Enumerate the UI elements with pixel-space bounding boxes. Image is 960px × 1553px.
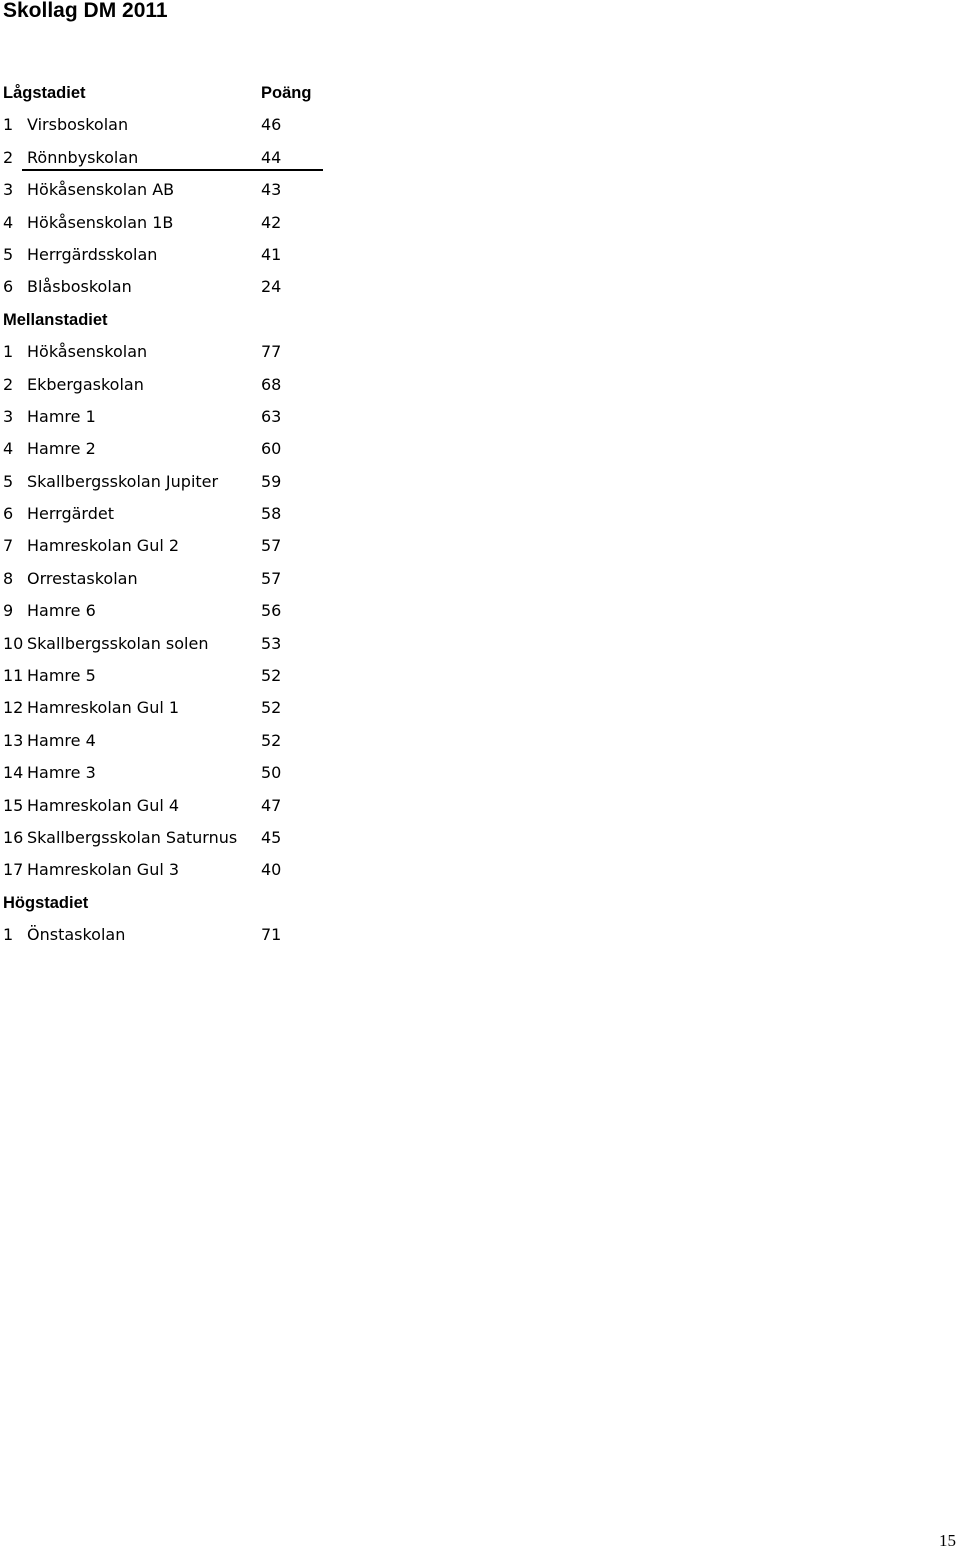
lagstadiet-rows [0,111,330,305]
school-name-cell: Önstaskolan [27,925,126,945]
table-row [0,565,330,597]
school-name-cell: Herrgärdet [27,504,114,524]
table-row [0,532,330,564]
school-name-cell: Virsboskolan [27,115,129,135]
rank-cell: 12 [3,698,24,718]
points-cell: 44 [261,147,282,167]
rank-cell: 13 [3,730,24,750]
rank-cell: 15 [3,795,24,815]
table-row [0,824,330,856]
rank-cell: 4 [3,439,14,459]
points-cell: 77 [261,342,282,362]
results-table [0,79,330,954]
school-name-cell: Hökåsenskolan 1B [27,212,174,232]
school-name-cell: Skallbergsskolan solen [27,633,209,653]
points-cell: 68 [261,374,282,394]
rank-cell: 1 [3,925,14,945]
school-name-cell: Hamre 5 [27,666,96,686]
table-row [0,662,330,694]
rank-cell: 3 [3,180,14,200]
table-row [0,727,330,759]
points-cell: 41 [261,244,282,264]
rank-cell: 2 [3,374,14,394]
section-header-mellanstadiet [0,306,330,338]
school-name-cell: Herrgärdsskolan [27,244,158,264]
table-row [0,597,330,629]
rank-cell: 1 [3,342,14,362]
points-cell: 46 [261,115,282,135]
table-row [0,241,330,273]
points-cell: 43 [261,180,282,200]
school-name-cell: Skallbergsskolan Saturnus [27,827,238,847]
rank-cell: 10 [3,633,24,653]
table-row [0,144,330,176]
table-row [0,921,330,953]
points-column-header: Poäng [261,84,312,102]
school-name-cell: Hamreskolan Gul 3 [27,860,180,880]
rank-cell: 14 [3,763,24,783]
table-row [0,111,330,143]
table-row [0,759,330,791]
points-cell: 42 [261,212,282,232]
school-name-cell: Ekbergaskolan [27,374,144,394]
rank-cell: 5 [3,244,14,264]
school-name-cell: Hamreskolan Gul 4 [27,795,180,815]
points-cell: 59 [261,471,282,491]
points-cell: 52 [261,666,282,686]
points-cell: 71 [261,925,282,945]
rank-cell: 4 [3,212,14,232]
points-cell: 52 [261,730,282,750]
school-name-cell: Hamre 6 [27,601,96,621]
section-header-hogstadiet [0,889,330,921]
rank-cell: 6 [3,504,14,524]
points-cell: 40 [261,860,282,880]
table-row [0,338,330,370]
points-cell: 57 [261,568,282,588]
rank-cell: 17 [3,860,24,880]
mellanstadiet-rows [0,338,330,889]
page-number: 15 [939,1531,956,1550]
table-row [0,209,330,241]
rank-cell: 9 [3,601,14,621]
school-name-cell: Hamre 3 [27,763,96,783]
points-cell: 53 [261,633,282,653]
section-header-lagstadiet [0,79,330,111]
points-cell: 47 [261,795,282,815]
rank-cell: 3 [3,406,14,426]
points-cell: 45 [261,827,282,847]
table-row [0,273,330,305]
points-cell: 24 [261,277,282,297]
points-cell: 63 [261,406,282,426]
school-name-cell: Hamreskolan Gul 1 [27,698,180,718]
points-cell: 58 [261,504,282,524]
table-row [0,371,330,403]
table-row [0,435,330,467]
table-row [0,500,330,532]
rank-cell: 5 [3,471,14,491]
rank-cell: 16 [3,827,24,847]
section-title: Lågstadiet [3,84,86,102]
rank-cell: 6 [3,277,14,297]
page-title: Skollag DM 2011 [3,0,168,22]
rank-cell: 2 [3,147,14,167]
horizontal-rule [22,169,323,171]
points-cell: 56 [261,601,282,621]
school-name-cell: Orrestaskolan [27,568,138,588]
school-name-cell: Hökåsenskolan [27,342,148,362]
school-name-cell: Blåsboskolan [27,277,132,297]
table-row [0,630,330,662]
table-row [0,176,330,208]
table-row [0,792,330,824]
table-row [0,856,330,888]
section-title: Högstadiet [3,893,89,912]
rank-cell: 11 [3,666,24,686]
points-cell: 52 [261,698,282,718]
table-row [0,468,330,500]
rank-cell: 7 [3,536,14,556]
school-name-cell: Hamreskolan Gul 2 [27,536,180,556]
points-cell: 60 [261,439,282,459]
table-row [0,694,330,726]
hogstadiet-rows [0,921,330,953]
rank-cell: 8 [3,568,14,588]
rank-cell: 1 [3,115,14,135]
school-name-cell: Hamre 1 [27,406,96,426]
table-row [0,403,330,435]
school-name-cell: Hökåsenskolan AB [27,180,175,200]
school-name-cell: Hamre 2 [27,439,96,459]
school-name-cell: Rönnbyskolan [27,147,139,167]
points-cell: 50 [261,763,282,783]
section-title: Mellanstadiet [3,310,108,329]
school-name-cell: Hamre 4 [27,730,96,750]
school-name-cell: Skallbergsskolan Jupiter [27,471,219,491]
points-cell: 57 [261,536,282,556]
